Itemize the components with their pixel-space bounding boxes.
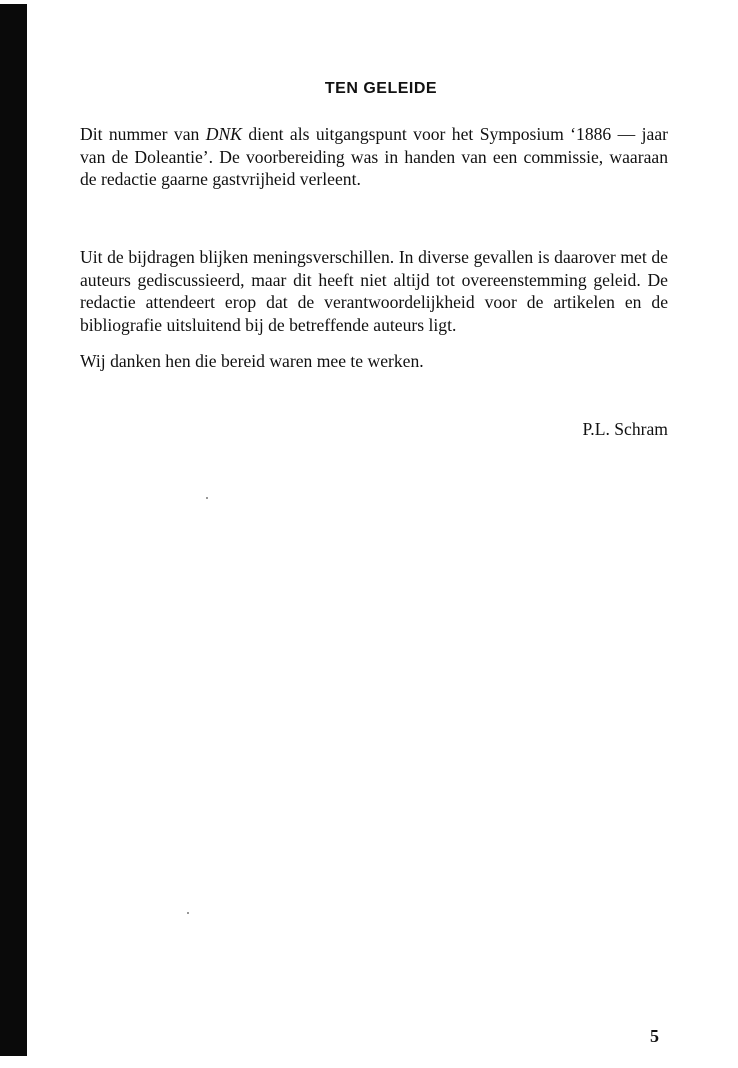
- paragraph-intro-text-2: dient als uitgangspunt voor het Symposium ‘1886 — jaar van de Doleantie’. De voorbereiding was in handen van een commissie, waaraan de redactie gaarne gastvrijheid verleent.: [80, 124, 668, 189]
- scan-speck: [187, 912, 189, 914]
- paragraph-intro-text-1: Dit nummer van: [80, 124, 206, 144]
- page-title: TEN GELEIDE: [324, 80, 438, 97]
- signature: P.L. Schram: [582, 419, 668, 439]
- scan-binding-edge: [0, 4, 27, 1056]
- paragraph-intro: [80, 123, 668, 191]
- journal-name: DNK: [205, 124, 242, 144]
- page-number: 5: [650, 1026, 659, 1046]
- paragraph-thanks: Wij danken hen die bereid waren mee te werken.: [80, 351, 424, 371]
- scan-speck: [206, 497, 208, 499]
- paragraph-disclaimer: Uit de bijdragen blijken meningsverschillen. In diverse gevallen is daarover met de auteurs gediscussieerd, maar dit heeft niet altijd tot overeenstemming geleid. De redactie attendeert erop dat de verantwoordelijkheid voor de artikelen en de bibliografie uitsluitend bij de betreffende auteurs ligt.: [80, 247, 668, 335]
